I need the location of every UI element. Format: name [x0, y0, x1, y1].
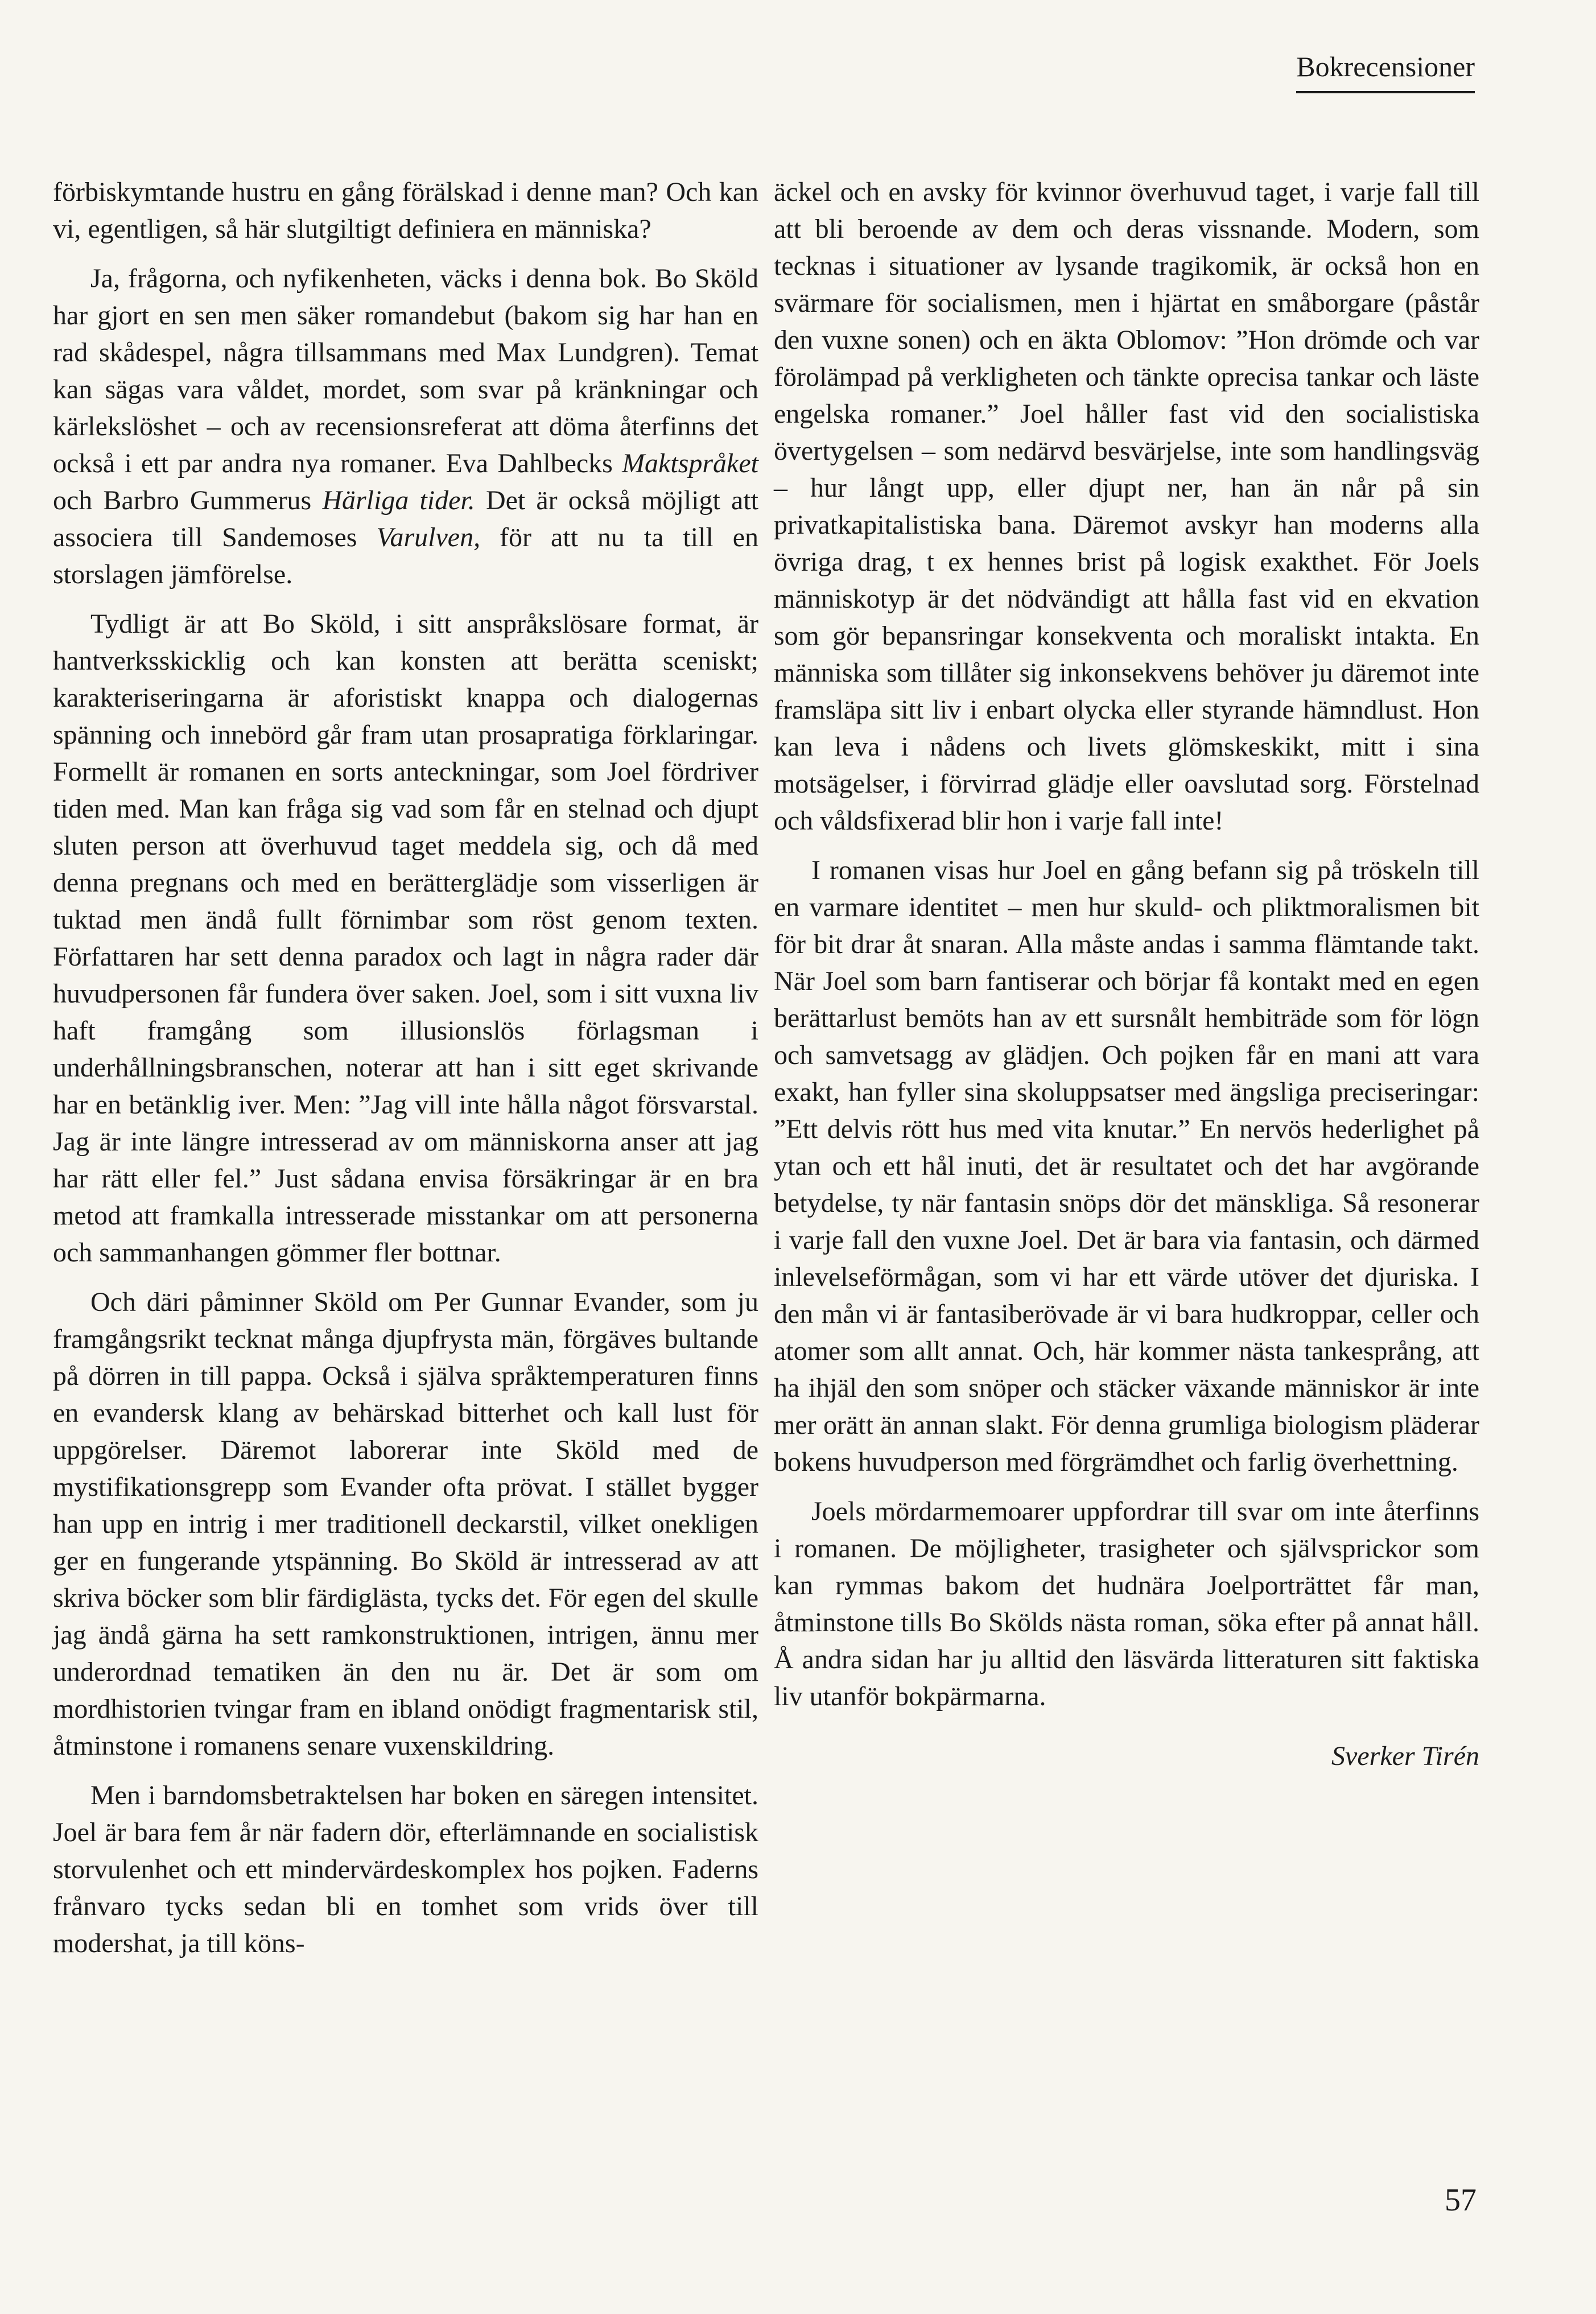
- paragraph: Ja, frågorna, och nyfikenheten, väcks i denna bok. Bo Sköld har gjort en sen men säker romandebut (bakom sig har han en rad skådespel, några tillsammans med Max Lundgren). Temat kan sägas vara våldet, mordet, som svar på kränkningar och kärlekslöshet – och av recensionsreferat att döma återfinns det också i ett par andra nya romaner. Eva Dahlbecks Maktspråket och Barbro Gummerus Härliga tider. Det är också möjligt att associera till Sandemoses Varulven, för att nu ta till en storslagen jämförelse.: [53, 263, 759, 589]
- page-number: 57: [1445, 2183, 1477, 2218]
- book-title: Varulven,: [376, 522, 481, 552]
- right-column: [774, 174, 1479, 1775]
- left-column: [53, 174, 758, 1962]
- paragraph: Tydligt är att Bo Sköld, i sitt anspråkslösare format, är hantverksskicklig och kan konsten att berätta sceniskt; karakteriseringarna är aforistiskt knappa och dialogernas spänning och innebörd går fram utan prosapratiga förklaringar. Formellt är romanen en sorts anteckningar, som Joel fördriver tiden med. Man kan fråga sig vad som får en stelnad och djupt sluten person att överhuvud taget meddela sig, och då med denna pregnans och med en berätterglädje som visserligen är tuktad men ändå fullt förnimbar som röst genom texten. Författaren har sett denna paradox och lagt in några rader där huvudpersonen får fundera över saken. Joel, som i sitt vuxna liv haft framgång som illusionslös förlagsman i underhållningsbranschen, noterar att han i sitt eget skrivande har en betänklig iver. Men: ”Jag vill inte hålla något försvarstal. Jag är inte längre intresserad av om människorna anser att jag har rätt eller fel.” Just sådana envisa försäkringar är en bra metod att framkalla intresserade misstankar om att personerna och sammanhangen gömmer fler bottnar.: [53, 609, 758, 1268]
- book-title: Härliga tider.: [322, 485, 475, 515]
- paragraph: förbiskymtande hustru en gång förälskad i denne man? Och kan vi, egentligen, så här slutgiltigt definiera en människa?: [53, 177, 758, 244]
- author-signature: Sverker Tirén: [1331, 1741, 1479, 1771]
- book-title: Maktspråket: [622, 448, 758, 479]
- section-header: Bokrecensioner: [1296, 50, 1475, 93]
- paragraph: I romanen visas hur Joel en gång befann sig på tröskeln till en varmare identitet – men hur skuld- och pliktmoralismen bit för bit drar åt snaran. Alla måste andas i samma flämtande takt. När Joel som barn fantiserar och börjar få kontakt med en egen berättarlust bemöts han av ett sursnålt hembiträde som för lögn och samvetsagg av glädjen. Och pojken får en mani att vara exakt, han fyller sina skoluppsatser med ängsliga preciseringar: ”Ett delvis rött hus med vita knutar.” En nervös hederlighet på ytan och ett hål inuti, det är resultatet och det har avgörande betydelse, ty när fantasin snöps dör det mänskliga. Så resonerar i varje fall den vuxne Joel. Det är bara via fantasin, och därmed inlevelseförmågan, som vi har ett värde utöver det djuriska. I den mån vi är fantasiberövade är vi bara hudkroppar, celler och atomer som allt annat. Och, här kommer nästa tankesprång, att ha ihjäl den som snöper och stäcker växande människor är inte mer orätt än annan slakt. För denna grumliga biologism pläderar bokens huvudperson med förgrämdhet och farlig överhettning.: [774, 855, 1479, 1477]
- paragraph: Och däri påminner Sköld om Per Gunnar Evander, som ju framgångsrikt tecknat många djupfrysta män, förgäves bultande på dörren in till pappa. Också i själva språktemperaturen finns en evandersk klang av behärskad bitterhet och kall lust för uppgörelser. Däremot laborerar inte Sköld med de mystifikationsgrepp som Evander ofta prövat. I stället bygger han upp en intrig i mer traditionell deckarstil, vilket onekligen ger en fungerande ytspänning. Bo Sköld är intresserad av att skriva böcker som blir färdiglästa, tycks det. För egen del skulle jag ändå gärna ha sett ramkonstruktionen, intrigen, ännu mer underordnad tematiken än den nu är. Det är som om mordhistorien tvingar fram en ibland onödigt fragmentarisk stil, åtminstone i romanens senare vuxenskildring.: [53, 1287, 758, 1761]
- paragraph: Men i barndomsbetraktelsen har boken en säregen intensitet. Joel är bara fem år när fadern dör, efterlämnande en socialistisk storvulenhet och ett mindervärdeskomplex hos pojken. Faderns frånvaro tycks sedan bli en tomhet som vrids över till modershat, ja till köns-: [53, 1780, 758, 1958]
- paragraph: äckel och en avsky för kvinnor överhuvud taget, i varje fall till att bli beroende av dem och deras vissnande. Modern, som tecknas i situationer av lysande tragikomik, är också hon en svärmare för socialismen, men i hjärtat en småborgare (påstår den vuxne sonen) och en äkta Oblomov: ”Hon drömde och var förolämpad på verkligheten och tänkte oprecisa tankar och läste engelska romaner.” Joel håller fast vid den socialistiska övertygelsen – som nedärvd besvärjelse, inte som handlingsväg – hur långt upp, eller djupt ner, han än når på sin privatkapitalistiska bana. Däremot avskyr han moderns alla övriga drag, t ex hennes brist på logisk exakthet. För Joels människotyp är det nödvändigt att hålla fast vid en ekvation som gör bepansringar konsekventa och moraliskt intakta. En människa som tillåter sig inkonsekvens behöver ju däremot inte framsläpa sitt liv i enbart olycka eller styrande hämndlust. Hon kan leva i nådens och livets glömskeskikt, mitt i sina motsägelser, i förvirrad glädje eller oavslutad sorg. Förstelnad och våldsfixerad blir hon i varje fall inte!: [774, 177, 1479, 836]
- paragraph: Joels mördarmemoarer uppfordrar till svar om inte återfinns i romanen. De möjligheter, trasigheter och självsprickor som kan rymmas bakom det hudnära Joelporträttet får man, åtminstone tills Bo Skölds nästa roman, söka efter på annat håll. Å andra sidan har ju alltid den läsvärda litteraturen sitt faktiska liv utanför bokpärmarna.: [774, 1496, 1479, 1711]
